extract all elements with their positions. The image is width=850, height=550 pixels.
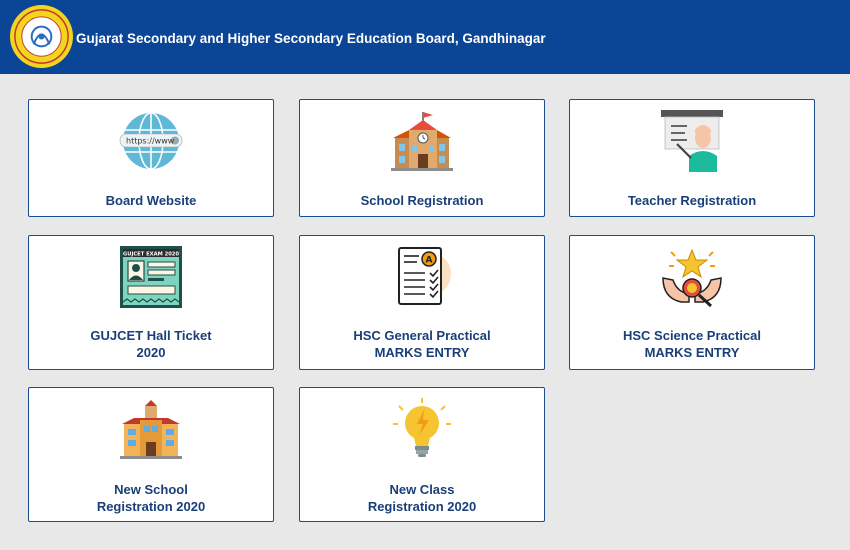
new-school-registration-label: New School Registration 2020 [96,482,206,514]
teacher-registration-label: Teacher Registration [627,193,757,208]
globe-www-icon [118,108,184,174]
gujcet-hall-ticket-label: GUJCET Hall Ticket 2020 [90,328,212,360]
school-registration-card[interactable] [299,99,545,217]
teacher-board-icon [659,108,725,174]
new-class-registration-label: New Class Registration 2020 [367,482,477,514]
gujcet-hall-ticket-card[interactable] [28,235,274,370]
lightbulb-icon [389,396,455,462]
new-class-registration-card[interactable] [299,387,545,522]
board-website-label: Board Website [105,193,197,208]
new-school-registration-card[interactable] [28,387,274,522]
svg-text:A: A [425,255,433,266]
marks-document-icon [389,244,455,310]
school-registration-label: School Registration [360,193,484,208]
school-building-icon [389,108,455,174]
board-website-card[interactable] [28,99,274,217]
header-bar [0,0,850,74]
svg-text:https://www: https://www [126,136,175,146]
svg-text:GUJCET EXAM 2020: GUJCET EXAM 2020 [122,251,180,258]
hall-ticket-icon [118,244,184,310]
hsc-science-practical-label: HSC Science Practical MARKS ENTRY [622,328,762,360]
board-logo[interactable] [10,5,73,68]
hsc-general-practical-label: HSC General Practical MARKS ENTRY [353,328,491,360]
page-title: Gujarat Secondary and Higher Secondary Education Board, Gandhinagar [76,31,546,46]
teacher-registration-card[interactable] [569,99,815,217]
hsc-science-practical-card[interactable] [569,235,815,370]
hsc-general-practical-card[interactable] [299,235,545,370]
new-school-icon [118,396,184,462]
star-hands-icon [659,244,725,310]
